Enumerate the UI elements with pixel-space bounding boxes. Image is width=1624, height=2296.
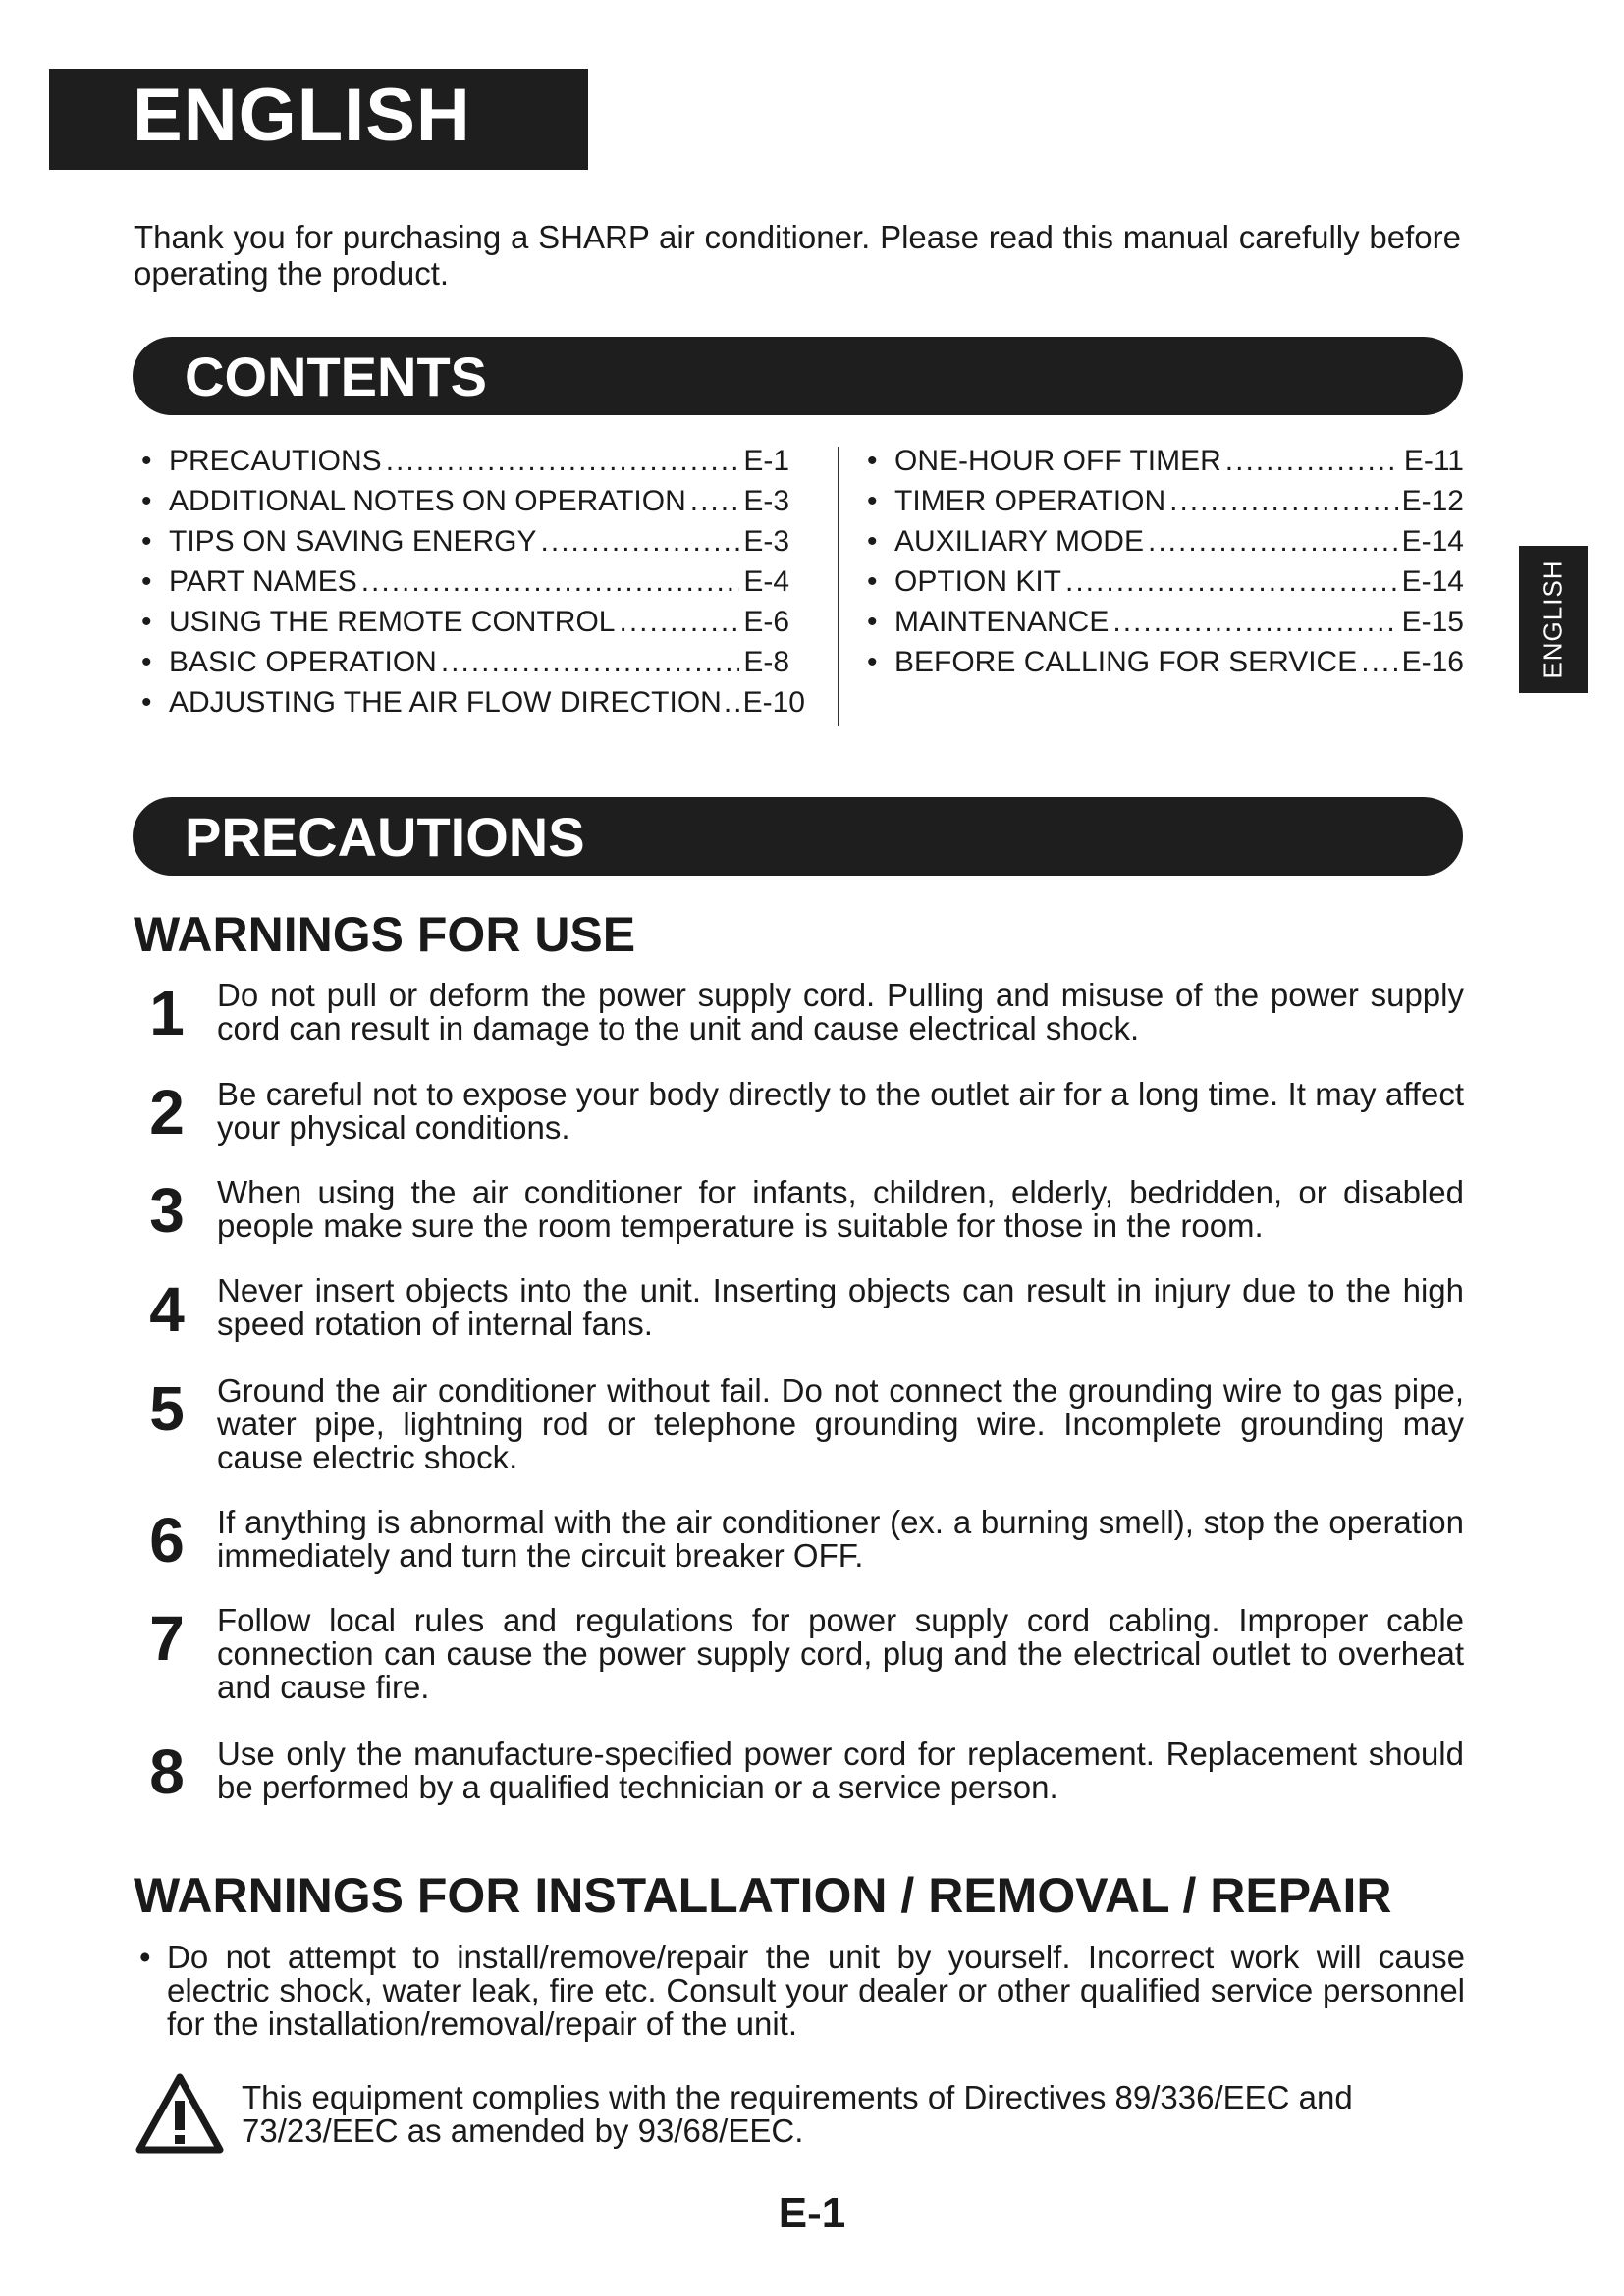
- warning-number: 3: [149, 1175, 185, 1246]
- toc-page: E-14: [1401, 525, 1464, 558]
- installation-bullet-text: Do not attempt to install/remove/repair the unit by yourself. Incorrect work will cause electric shock, water leak, fire etc. Consult your dealer or other qualified service personnel for the installation/removal/repair of the unit.: [167, 1939, 1465, 2042]
- warning-text: If anything is abnormal with the air conditioner (ex. a burning smell), stop the operation immediately and turn the circuit breaker OFF.: [217, 1504, 1464, 1574]
- toc-page: E-3: [743, 525, 789, 558]
- side-tab-label: ENGLISH: [1538, 560, 1568, 679]
- toc-page: E-14: [1401, 565, 1464, 598]
- warnings-for-use-heading: WARNINGS FOR USE: [134, 907, 636, 962]
- warning-text: Follow local rules and regulations for power supply cord cabling. Improper cable connection can cause the power supply cord, plug and the electrical outlet to overheat and cause fire.: [217, 1602, 1464, 1705]
- toc-item[interactable]: • MAINTENANCE ..... E-15: [867, 608, 1464, 643]
- toc-item[interactable]: • PART NAMES ..... E-4: [141, 567, 789, 603]
- toc-page: E-4: [743, 565, 789, 598]
- language-title: ENGLISH: [133, 74, 471, 157]
- warning-text: Be careful not to expose your body directly to the outlet air for a long time. It may affect your physical conditions.: [217, 1076, 1464, 1146]
- compliance-note: This equipment complies with the requirements of Directives 89/336/EEC and 73/23/EEC as amended by 93/68/EEC.: [242, 2079, 1353, 2149]
- toc-item[interactable]: • BASIC OPERATION ..... E-8: [141, 648, 789, 683]
- warning-triangle-icon: [135, 2073, 224, 2154]
- toc-page: E-16: [1401, 646, 1464, 678]
- toc-item[interactable]: • BEFORE CALLING FOR SERVICE ..... E-16: [867, 648, 1464, 683]
- precautions-bar: [133, 797, 1463, 876]
- warning-number: 2: [149, 1077, 185, 1148]
- toc-item[interactable]: • ADDITIONAL NOTES ON OPERATION ..... E-3: [141, 487, 789, 522]
- toc-item[interactable]: • OPTION KIT ..... E-14: [867, 567, 1464, 603]
- warning-number: 4: [149, 1274, 185, 1345]
- intro-paragraph: Thank you for purchasing a SHARP air conditioner. Please read this manual carefully before operating the product.: [134, 219, 1461, 292]
- precautions-title: PRECAUTIONS: [185, 806, 585, 868]
- toc-item[interactable]: • TIPS ON SAVING ENERGY ..... E-3: [141, 527, 789, 562]
- language-banner: [49, 69, 588, 170]
- language-side-tab: [1519, 546, 1588, 693]
- toc-item[interactable]: • AUXILIARY MODE ..... E-14: [867, 527, 1464, 562]
- toc-page: E-15: [1401, 606, 1464, 638]
- warning-text: Do not pull or deform the power supply cord. Pulling and misuse of the power supply cord can result in damage to the unit and cause electrical shock.: [217, 977, 1464, 1046]
- installation-bullet: • Do not attempt to install/remove/repair the unit by yourself. Incorrect work will cause electric shock, water leak, fire etc. Consult your dealer or other qualified service personnel for the installation/removal/repair of the unit.: [139, 1939, 1465, 2042]
- toc-page: E-10: [742, 686, 805, 719]
- contents-bar: [133, 337, 1463, 415]
- toc-page: E-8: [743, 646, 789, 678]
- warning-number: 1: [149, 978, 185, 1048]
- toc-item[interactable]: • ADJUSTING THE AIR FLOW DIRECTION ..... E-10: [141, 688, 805, 723]
- warning-number: 7: [149, 1603, 185, 1674]
- toc-page: E-3: [743, 485, 789, 517]
- warning-number: 5: [149, 1373, 185, 1444]
- toc-item[interactable]: • PRECAUTIONS ..... E-1: [141, 447, 789, 482]
- toc-page: E-1: [743, 445, 789, 477]
- warnings-installation-heading: WARNINGS FOR INSTALLATION / REMOVAL / REPAIR: [134, 1868, 1392, 1923]
- toc-item[interactable]: • TIMER OPERATION ..... E-12: [867, 487, 1464, 522]
- warning-number: 6: [149, 1505, 185, 1575]
- warning-text: Use only the manufacture-specified power cord for replacement. Replacement should be performed by a qualified technician or a service person.: [217, 1735, 1464, 1805]
- toc-page: E-11: [1403, 445, 1464, 477]
- toc-item[interactable]: • USING THE REMOTE CONTROL ..... E-6: [141, 608, 789, 643]
- contents-title: CONTENTS: [185, 346, 487, 407]
- warning-text: Ground the air conditioner without fail. Do not connect the grounding wire to gas pipe, water pipe, lightning rod or telephone grounding wire. Incomplete grounding may cause electric shock.: [217, 1372, 1464, 1475]
- toc-page: E-6: [743, 606, 789, 638]
- toc-divider: [838, 447, 839, 726]
- page-number: E-1: [778, 2189, 846, 2237]
- warning-text: Never insert objects into the unit. Inserting objects can result in injury due to the high speed rotation of internal fans.: [217, 1272, 1464, 1342]
- toc-item[interactable]: • ONE-HOUR OFF TIMER ..... E-11: [867, 447, 1464, 482]
- warning-text: When using the air conditioner for infants, children, elderly, bedridden, or disabled people make sure the room temperature is suitable for those in the room.: [217, 1174, 1464, 1244]
- warning-number: 8: [149, 1736, 185, 1807]
- toc-page: E-12: [1401, 485, 1464, 517]
